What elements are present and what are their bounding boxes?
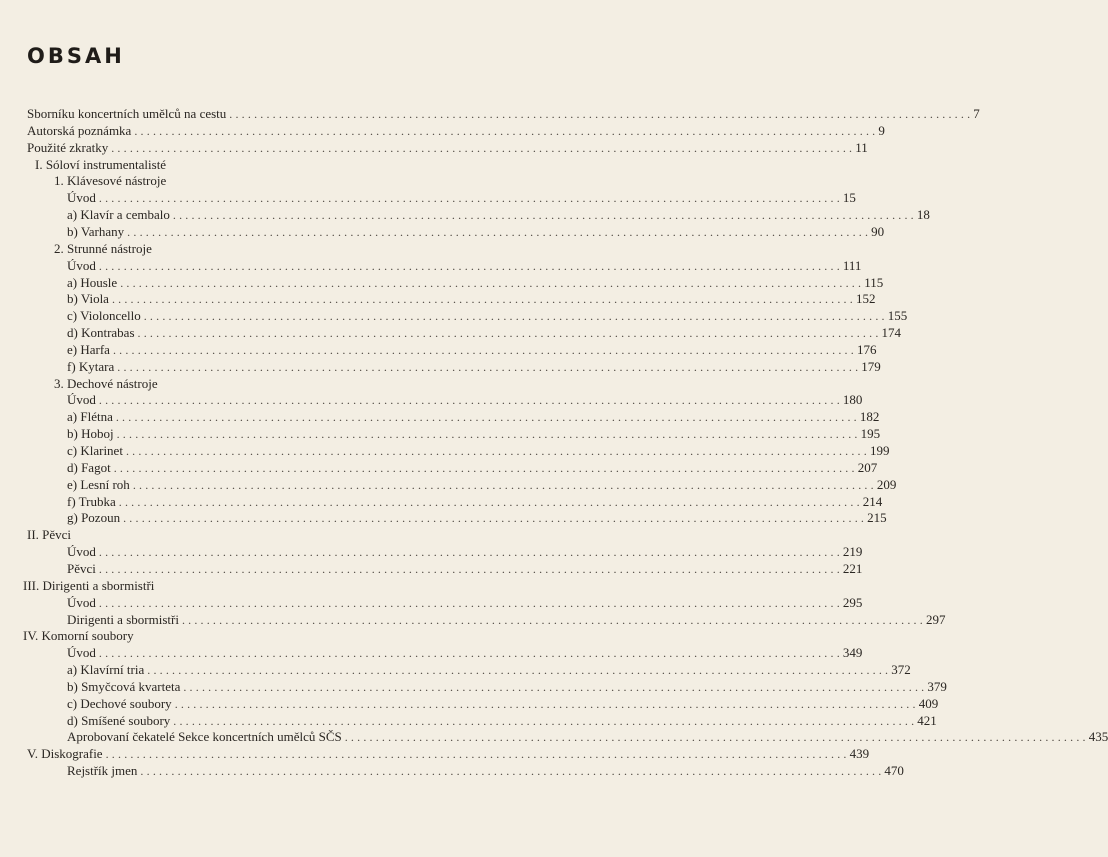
toc-page-number: 152 [855, 291, 876, 307]
toc-page-number: 297 [925, 611, 946, 627]
toc-entry [27, 525, 542, 543]
toc-page-number: 195 [860, 426, 881, 442]
dot-leader: ........................................................................................................................ [113, 460, 858, 475]
toc-entry [23, 626, 542, 644]
toc-entry [67, 761, 904, 779]
toc-page-number: 221 [842, 560, 863, 576]
dot-leader: ........................................................................................................................ [137, 326, 882, 341]
dot-leader: ........................................................................................................................ [98, 258, 843, 273]
dot-leader: ........................................................................................................................ [132, 477, 877, 492]
toc-entry-label: Úvod [67, 544, 96, 560]
toc-entry [67, 542, 863, 560]
toc-entry [27, 121, 885, 139]
toc-page-number: 295 [842, 594, 863, 610]
toc-entry [67, 441, 890, 459]
toc-entry [23, 576, 542, 594]
toc-page-number: 155 [887, 308, 908, 324]
toc-entry-label: Úvod [67, 645, 96, 661]
toc-entry-label: g) Pozoun [67, 510, 121, 526]
toc-entry-label: f) Trubka [67, 493, 116, 509]
toc-entry-label: III. Dirigenti a sbormistři [23, 577, 155, 593]
toc-page-number: 9 [878, 122, 885, 138]
toc-entry [67, 458, 878, 476]
dot-leader: ........................................................................................................................ [98, 646, 843, 661]
dot-leader: ........................................................................................................................ [127, 224, 872, 239]
toc-page-number: 219 [842, 544, 863, 560]
toc-entry-label: V. Diskografie [27, 746, 103, 762]
dot-leader: ........................................................................................................................ [344, 730, 1089, 745]
toc-page-number: 439 [849, 746, 870, 762]
toc-entry [67, 256, 862, 274]
dot-leader: ........................................................................................................................ [174, 696, 919, 711]
dot-leader: ........................................................................................................................ [134, 123, 879, 138]
dot-leader: ........................................................................................................................ [181, 612, 926, 627]
dot-leader: ........................................................................................................................ [98, 393, 843, 408]
dot-leader: ........................................................................................................................ [117, 359, 862, 374]
toc-page-number: 372 [891, 662, 911, 678]
toc-page-number: 18 [916, 207, 930, 223]
toc-page-number: 7 [973, 106, 980, 121]
page-title: OBSAH [27, 44, 125, 68]
dot-leader: ........................................................................................................................ [172, 208, 917, 223]
toc-entry-label: II. Pěvci [27, 527, 72, 543]
toc-page-number: 349 [842, 645, 863, 661]
toc-entry-label: Použité zkratky [27, 139, 109, 155]
dot-leader: ........................................................................................................................ [229, 107, 974, 121]
toc-entry-label: Úvod [67, 594, 96, 610]
toc-entry-label: b) Hoboj [67, 426, 114, 442]
toc-page-number: 15 [842, 190, 856, 206]
toc-entry-label: b) Varhany [67, 223, 125, 239]
dot-leader: ........................................................................................................................ [118, 494, 863, 509]
toc-entry [67, 424, 881, 442]
toc-entry [27, 744, 870, 762]
toc-page-number: 215 [867, 510, 887, 526]
dot-leader: ........................................................................................................................ [112, 342, 857, 357]
toc-entry [27, 138, 868, 156]
toc-page-number: 470 [884, 763, 904, 779]
toc-entry [67, 727, 1108, 745]
toc-entry-label: Sborníku koncertních umělců na cestu [27, 106, 227, 121]
toc-entry-label: a) Klavír a cembalo [67, 207, 170, 223]
dot-leader: ........................................................................................................................ [111, 292, 856, 307]
toc-entry [67, 492, 883, 510]
toc-page-number: 182 [859, 409, 880, 425]
toc-entry-label: Dirigenti a sbormistři [67, 611, 179, 627]
toc-page-number: 435 [1088, 729, 1108, 745]
toc-entry [67, 306, 908, 324]
toc-entry-label: c) Dechové soubory [67, 695, 172, 711]
toc-entry [54, 171, 542, 189]
toc-entry [67, 188, 856, 206]
toc-entry [54, 374, 542, 392]
dot-leader: ........................................................................................................................ [120, 275, 865, 290]
toc-entry [67, 677, 947, 695]
toc-entry [54, 239, 542, 257]
toc-entry-label: Autorská poznámka [27, 122, 132, 138]
toc-entry [67, 694, 939, 712]
toc-entry [67, 475, 897, 493]
toc-page-number: 111 [842, 257, 862, 273]
toc-page-number: 207 [857, 459, 878, 475]
toc-entry-label: I. Sóloví instrumentalisté [35, 156, 167, 172]
toc-entry [67, 340, 877, 358]
toc-entry-label: Úvod [67, 257, 96, 273]
toc-entry-label: 2. Strunné nástroje [54, 240, 152, 256]
toc-page-number: 179 [861, 358, 881, 374]
dot-leader: ........................................................................................................................ [173, 713, 918, 728]
toc-page-number: 180 [842, 392, 863, 408]
toc-page-number: 11 [855, 139, 868, 155]
toc-entry [67, 205, 930, 223]
toc-entry-label: Aprobovaní čekatelé Sekce koncertních umělců SČS [67, 729, 342, 745]
toc-entry-label: Rejstřík jmen [67, 763, 138, 779]
toc-entry-label: b) Viola [67, 291, 109, 307]
dot-leader: ........................................................................................................................ [183, 679, 928, 694]
toc-entry [67, 289, 876, 307]
toc-entry-label: d) Smíšené soubory [67, 712, 171, 728]
dot-leader: ........................................................................................................................ [116, 427, 861, 442]
toc-entry-label: Pěvci [67, 560, 96, 576]
toc-entry [67, 357, 881, 375]
toc-entry [67, 711, 937, 729]
toc-page-number: 176 [856, 341, 877, 357]
toc-entry-label: d) Fagot [67, 459, 111, 475]
toc-entry-label: d) Kontrabas [67, 325, 135, 341]
toc-entry-label: e) Harfa [67, 341, 110, 357]
toc-entry-label: Úvod [67, 190, 96, 206]
toc-entry [67, 273, 884, 291]
toc-entry-label: e) Lesní roh [67, 476, 130, 492]
toc-entry-label: IV. Komorní soubory [23, 628, 134, 644]
toc-entry-label: f) Kytara [67, 358, 115, 374]
toc-entry [67, 660, 911, 678]
toc-entry-label: Úvod [67, 392, 96, 408]
toc-entry-label: a) Flétna [67, 409, 113, 425]
toc-page-number: 379 [927, 678, 947, 694]
toc-entry [67, 407, 880, 425]
toc-page-number: 115 [864, 274, 884, 290]
toc-page-number: 90 [871, 223, 885, 239]
dot-leader: ........................................................................................................................ [105, 747, 850, 762]
toc-entry [67, 559, 863, 577]
toc-entry [67, 593, 863, 611]
toc-entry-label: a) Klavírní tria [67, 662, 145, 678]
toc-entry [67, 643, 863, 661]
dot-leader: ........................................................................................................................ [98, 595, 843, 610]
toc-page-number: 199 [869, 443, 890, 458]
toc-entry [67, 323, 902, 341]
toc-entry-label: 1. Klávesové nástroje [54, 173, 167, 189]
dot-leader: ........................................................................................................................ [143, 309, 888, 324]
dot-leader: ........................................................................................................................ [98, 191, 843, 206]
toc-entry-label: a) Housle [67, 274, 118, 290]
toc-entry-label: c) Violoncello [67, 308, 141, 324]
dot-leader: ........................................................................................................................ [98, 545, 843, 560]
toc-entry-label: 3. Dechové nástroje [54, 375, 158, 391]
dot-leader: ........................................................................................................................ [111, 140, 856, 155]
dot-leader: ........................................................................................................................ [98, 561, 843, 576]
toc-page-number: 421 [917, 712, 937, 728]
dot-leader: ........................................................................................................................ [115, 410, 860, 425]
toc-page-number: 174 [881, 325, 902, 341]
toc-entry [27, 104, 980, 122]
toc-entry [67, 222, 885, 240]
toc-entry [35, 155, 542, 173]
toc-page-number: 214 [862, 493, 883, 509]
toc-entry [67, 610, 946, 628]
toc-entry [67, 508, 887, 526]
toc-entry-label: b) Smyčcová kvarteta [67, 678, 181, 694]
toc-page-number: 409 [918, 695, 939, 711]
dot-leader: ........................................................................................................................ [125, 444, 870, 458]
dot-leader: ........................................................................................................................ [147, 663, 892, 678]
toc-page-number: 209 [876, 476, 897, 492]
dot-leader: ........................................................................................................................ [123, 511, 868, 526]
dot-leader: ........................................................................................................................ [140, 764, 885, 779]
toc-entry-label: c) Klarinet [67, 443, 123, 458]
toc-entry [67, 390, 863, 408]
